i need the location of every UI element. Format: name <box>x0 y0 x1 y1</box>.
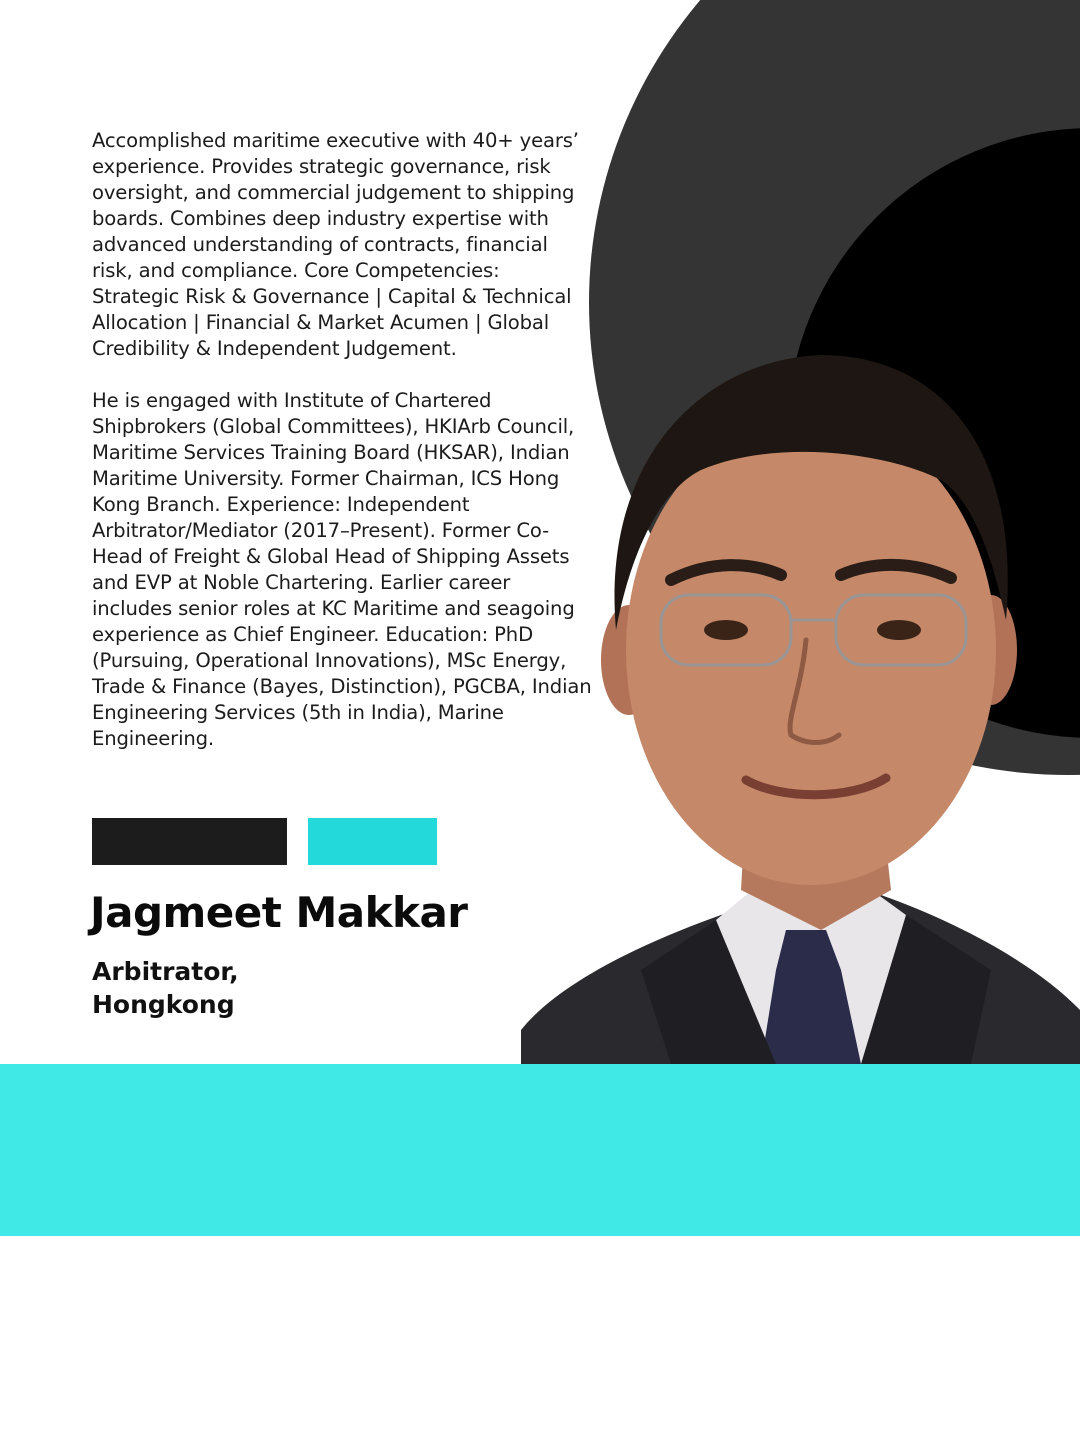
speaker-role-title: Arbitrator, <box>92 957 239 986</box>
speaker-location: Hongkong <box>92 990 235 1019</box>
accent-bar-teal <box>308 818 437 865</box>
speaker-portrait-photo <box>521 330 1080 1064</box>
speaker-name: Jagmeet Makkar <box>90 888 468 937</box>
speaker-bio <box>92 128 592 752</box>
speaker-role <box>92 955 239 1021</box>
footer-teal-band <box>0 1064 1080 1236</box>
bio-paragraph-1: Accomplished maritime executive with 40+ years’ experience. Provides strategic governance, risk oversight, and commercial judgement to shipping boards. Combines deep industry expertise with advanced understanding of contracts, financial risk, and compliance. Core Competencies: Strategic Risk & Governance | Capital & Technical Allocation | Financial & Market Acumen | Global Credibility & Independent Judgement. <box>92 129 579 360</box>
accent-bar-dark <box>92 818 287 865</box>
bio-paragraph-2: He is engaged with Institute of Chartered Shipbrokers (Global Committees), HKIArb Council, Maritime Services Training Board (HKSAR), Indian Maritime University. Former Chairman, ICS Hong Kong Branch. Experience: Independent Arbitrator/Mediator (2017–Present). Former Co-Head of Freight & Global Head of Shipping Assets and EVP at Noble Chartering. Earlier career includes senior roles at KC Maritime and seagoing experience as Chief Engineer. Education: PhD (Pursuing, Operational Innovations), MSc Energy, Trade & Finance (Bayes, Distinction), PGCBA, Indian Engineering Services (5th in India), Marine Engineering. <box>92 389 592 750</box>
